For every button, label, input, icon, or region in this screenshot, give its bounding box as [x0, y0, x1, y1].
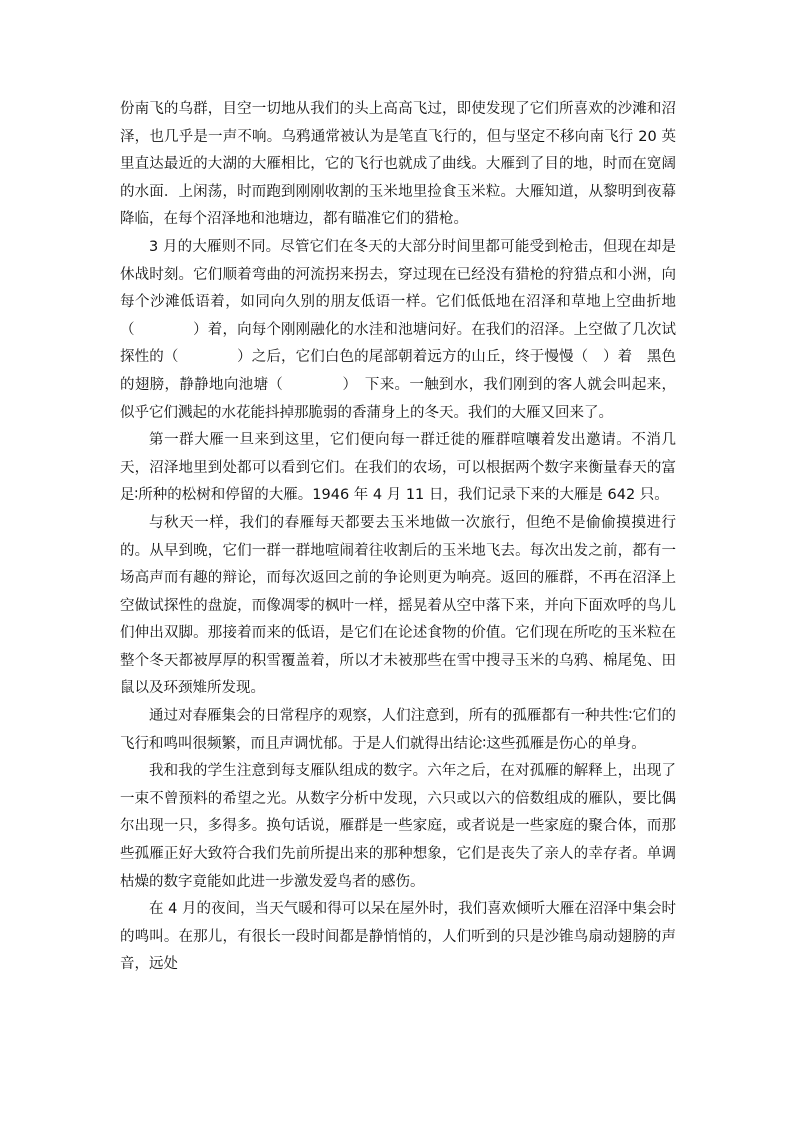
- paragraph-4: 与秋天一样，我们的春雁每天都要去玉米地做一次旅行，但绝不是偷偷摸摸进行的。从早到晚，它们一群一群地喧闹着往收割后的玉米地飞去。每次出发之前，都有一场高声而有趣的辩论，而每次返回之前的争论则更为响亮。返回的雁群，不再在沼泽上空做试探性的盘旋，而像凋零的枫叶一样，摇晃着从空中落下来，并向下面欢呼的鸟儿们伸出双脚。那接着而来的低语，是它们在论述食物的价值。它们现在所吃的玉米粒在整个冬天都被厚厚的积雪覆盖着，所以才未被那些在雪中搜寻玉米的乌鸦、棉尾兔、田鼠以及环颈雉所发现。: [120, 514, 676, 697]
- paragraph-2: 3 月的大雁则不同。尽管它们在冬天的大部分时间里都可能受到枪击，但现在却是休战时刻。它们顺着弯曲的河流拐来拐去，穿过现在已经没有猎枪的狩猎点和小洲，向每个沙滩低语着，如同向久别的朋友低语一样。它们低低地在沼泽和草地上空曲折地（ ）着，向每个刚刚融化的水洼和池塘问好。在我们的沼泽。上空做了几次试探性的（ ）之后，它们白色的尾部朝着远方的山丘，终于慢慢（ ）着 黑色的翅膀，静静地向池塘（ ） 下来。一触到水，我们刚到的客人就会叫起来，似乎它们溅起的水花能抖掉那脆弱的香蒲身上的冬天。我们的大雁又回来了。: [120, 238, 676, 421]
- paragraph-5: 通过对春雁集会的日常程序的观察，人们注意到，所有的孤雁都有一种共性∶它们的飞行和鸣叫很频繁，而且声调忧郁。于是人们就得出结论∶这些孤雁是伤心的单身。: [120, 708, 676, 752]
- paragraph-6: 我和我的学生注意到每支雁队组成的数字。六年之后，在对孤雁的解释上，出现了一束不曾预料的希望之光。从数字分析中发现，六只或以六的倍数组成的雁队，要比偶尔出现一只，多得多。换句话说，雁群是一些家庭，或者说是一些家庭的聚合体，而那些孤雁正好大致符合我们先前所提出来的那种想象，它们是丧失了亲人的幸存者。单调枯燥的数字竟能如此进一步激发爱鸟者的感伤。: [120, 763, 676, 890]
- document-body: [120, 96, 676, 979]
- paragraph-7: 在 4 月的夜间，当天气暖和得可以呆在屋外时，我们喜欢倾听大雁在沼泽中集会时的鸣叫。在那儿，有很长一段时间都是静悄悄的，人们听到的只是沙锥鸟扇动翅膀的声音，远处: [120, 901, 676, 973]
- paragraph-1: 份南飞的乌群，目空一切地从我们的头上高高飞过，即使发现了它们所喜欢的沙滩和沼泽，也几乎是一声不响。乌鸦通常被认为是笔直飞行的，但与坚定不移向南飞行 20 英里直达最近的大湖的大雁相比，它的飞行也就成了曲线。大雁到了目的地，时而在宽阔的水面．上闲荡，时而跑到刚刚收割的玉米地里捡食玉米粒。大雁知道，从黎明到夜幕降临，在每个沼泽地和池塘边，都有瞄准它们的猎枪。: [120, 101, 676, 228]
- paragraph-3: 第一群大雁一旦来到这里，它们便向每一群迁徙的雁群喧嚷着发出邀请。不消几天，沼泽地里到处都可以看到它们。在我们的农场，可以根据两个数字来衡量春天的富足∶所种的松树和停留的大雁。1946 年 4 月 11 日，我们记录下来的大雁是 642 只。: [120, 432, 676, 504]
